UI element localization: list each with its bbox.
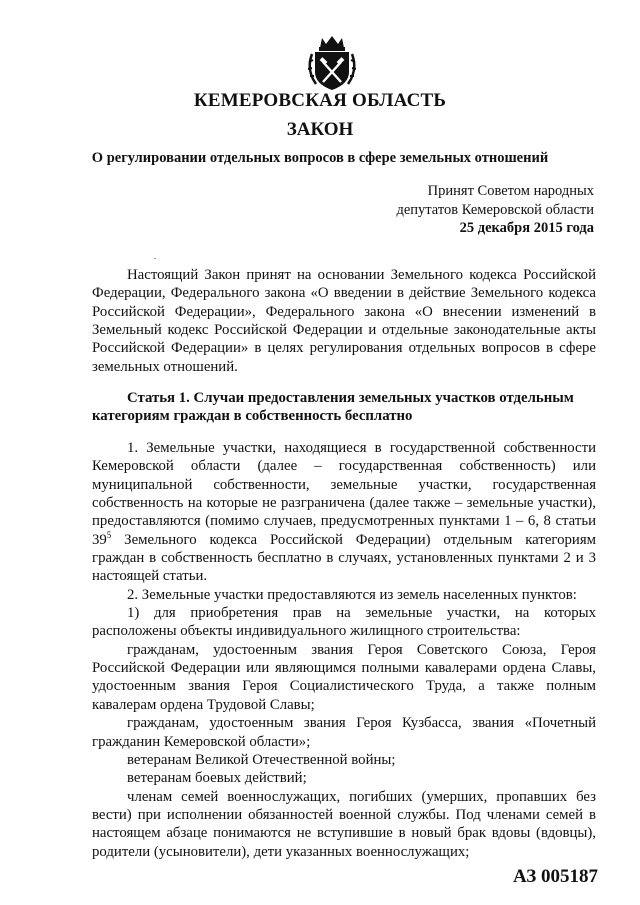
paragraph-8: членам семей военнослужащих, погибших (умерших, пропавших без вести) при исполнении обязанностей военной службы. Под членами семей в настоящем абзаце понимаются не вступившие в новый брак вдовы (вдовцы), родители (усыновители), дети указанных военнослужащих; <box>92 788 596 860</box>
paragraph-6: ветеранам Великой Отечественной войны; <box>127 751 396 768</box>
paragraph-3: 1) для приобретения прав на земельные участки, на которых расположены объекты индивидуального жилищного строительства: <box>92 605 596 640</box>
adoption-line-1: Принят Советом народных <box>427 183 594 199</box>
paragraph-1-part-1: 1. Земельные участки, находящиеся в государственной собственности Кемеровской области (далее – государственная собственность) или муниципальной собственности, земельные участки, государственная собственность на которые не разграничена (далее также – земельные участки), предоставляются (помимо случаев, предусмотренных пунктами 1 – 6, 8 статьи 39 <box>92 440 596 548</box>
preamble-text: Настоящий Закон принят на основании Земельного кодекса Российской Федерации, Федерального закона «О введении в действие Земельного кодекса Российской Федерации», Федерального закона «О внесении изменений в Земельный кодекс Российской Федерации и отдельные законодательные акты Российской Федерации» в целях регулирования отдельных вопросов в сфере земельных отношений. <box>92 267 596 375</box>
adoption-block <box>396 182 594 238</box>
region-name: КЕМЕРОВСКАЯ ОБЛАСТЬ <box>193 90 447 111</box>
superscript-5: 5 <box>106 529 112 540</box>
article-1-heading-line-1: Статья 1. Случаи предоставления земельных участков отдельным <box>127 390 574 406</box>
paragraph-4: гражданам, удостоенным звания Героя Советского Союза, Героя Российской Федерации или являющимся полными кавалерами ордена Славы, удостоенным звания Героя Социалистического Труда, а также полным кавалерам ордена Трудовой Славы; <box>92 641 596 713</box>
document-type: ЗАКОН <box>286 119 354 140</box>
scan-mark <box>154 258 156 259</box>
paragraph-1 <box>92 439 596 586</box>
adoption-date: 25 декабря 2015 года <box>459 220 594 237</box>
paragraph-7: ветеранам боевых действий; <box>127 770 307 787</box>
coat-of-arms-emblem <box>306 34 358 92</box>
adoption-line-2: депутатов Кемеровской области <box>396 201 594 218</box>
document-title: О регулировании отдельных вопросов в сфере земельных отношений <box>91 150 549 166</box>
article-1-heading-line-2: категориям граждан в собственность бесплатно <box>92 408 413 425</box>
article-1-heading <box>92 389 596 426</box>
serial-number: АЗ 005187 <box>512 866 598 887</box>
paragraph-1-part-2: Земельного кодекса Российской Федерации) отдельным категориям граждан в собственность бесплатно в случаях, установленных пунктами 2 и 3 настоящей статьи. <box>92 531 596 585</box>
article-1-body <box>92 439 596 861</box>
paragraph-2: 2. Земельные участки предоставляются из земель населенных пунктов: <box>127 586 577 603</box>
paragraph-5: гражданам, удостоенным звания Героя Кузбасса, звания «Почетный гражданин Кемеровской области»; <box>92 715 596 750</box>
preamble <box>92 266 596 376</box>
